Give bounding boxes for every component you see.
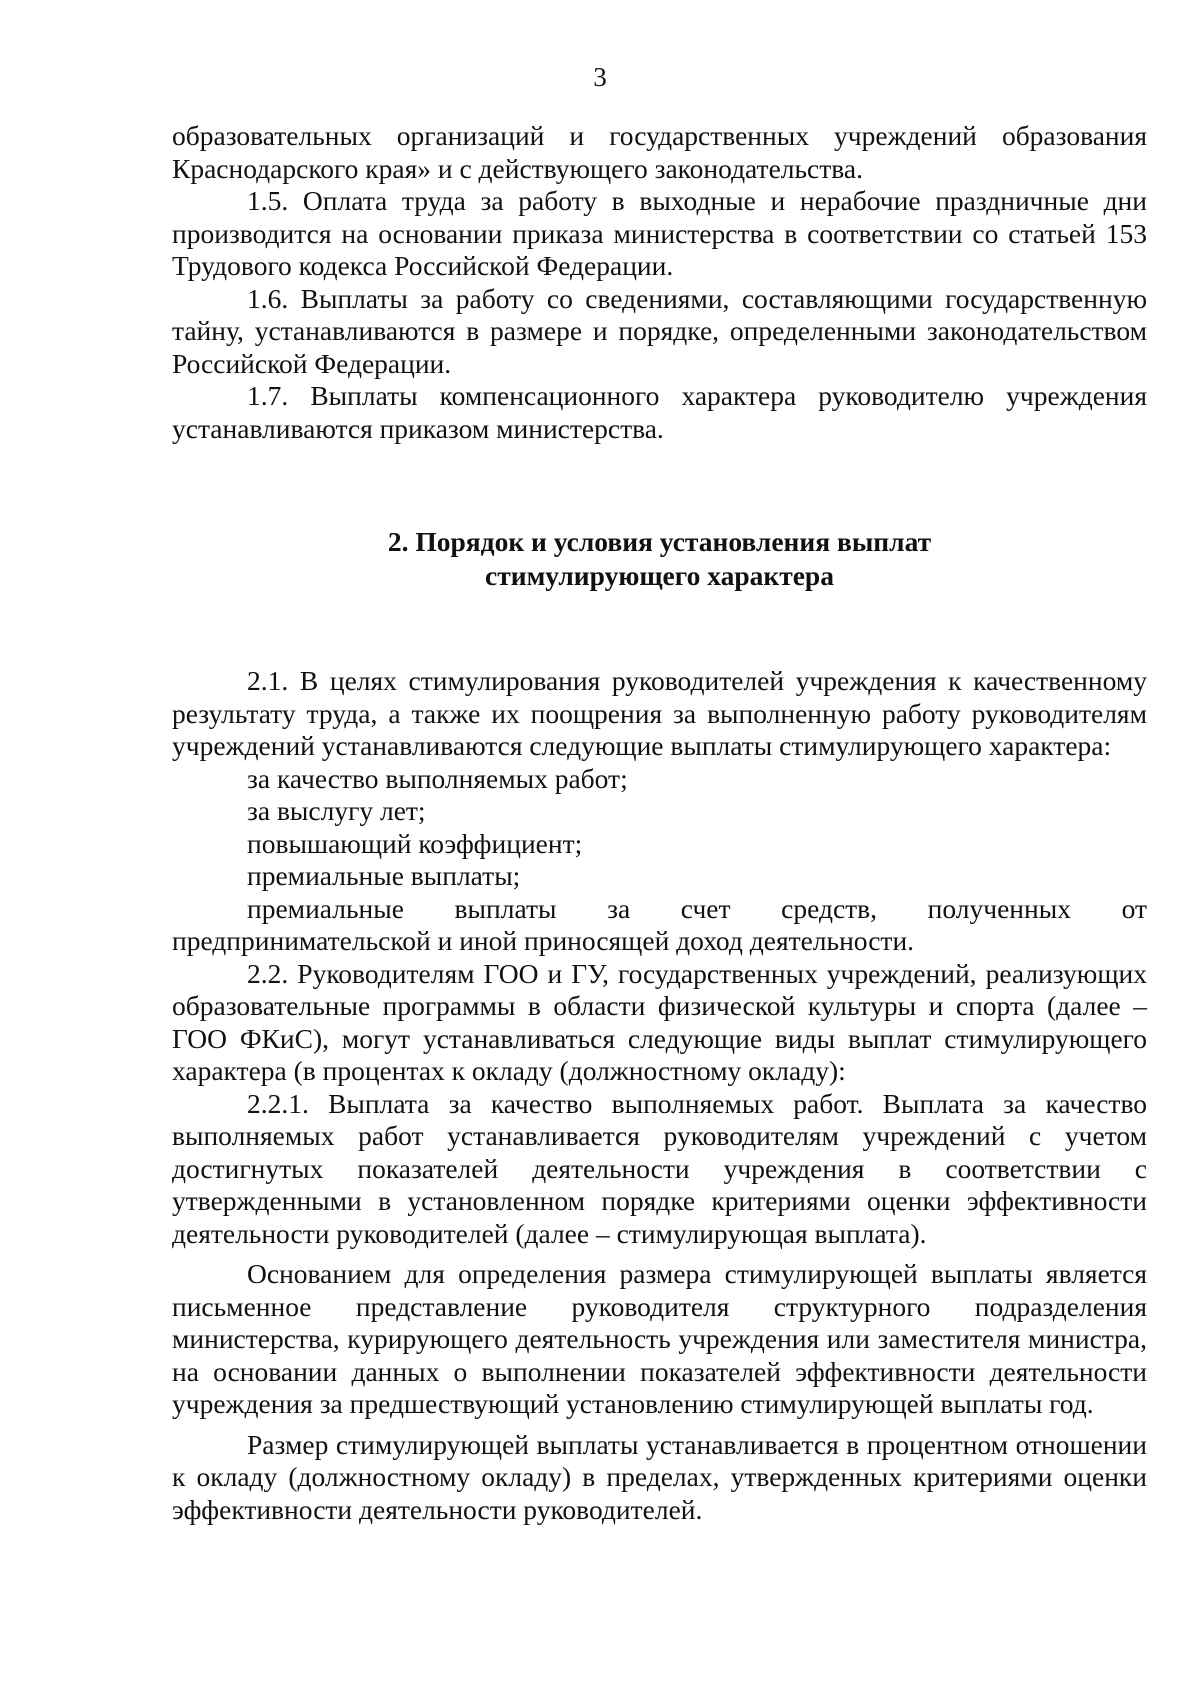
list-item: за выслугу лет; bbox=[247, 795, 426, 826]
document-body bbox=[172, 120, 1147, 1526]
section-2-heading-line-1: 2. Порядок и условия установления выплат bbox=[387, 526, 932, 557]
paragraph-2-2: 2.2. Руководителям ГОО и ГУ, государственных учреждений, реализующих образовательные программы в области физической культуры и спорта (далее – ГОО ФКиС), могут устанавливаться следующие виды выплат стимулирующего характера (в процентах к окладу (должностному окладу): bbox=[172, 957, 1147, 1086]
list-item: премиальные выплаты за счет средств, полученных от предпринимательской и иной приносящей доход деятельности. bbox=[172, 892, 1147, 956]
paragraph-2-1: 2.1. В целях стимулирования руководителей учреждения к качественному результату труда, а также их поощрения за выполненную работу руководителям учреждений устанавливаются следующие выплаты стимулирующего характера: bbox=[172, 665, 1147, 761]
list-item: премиальные выплаты; bbox=[247, 860, 521, 891]
paragraph-size: Размер стимулирующей выплаты устанавливается в процентном отношении к окладу (должностному окладу) в пределах, утвержденных критериями оценки эффективности деятельности руководителей. bbox=[172, 1428, 1147, 1525]
section-2-heading bbox=[172, 525, 1147, 593]
paragraph-2-2-1: 2.2.1. Выплата за качество выполняемых работ. Выплата за качество выполняемых работ устанавливается руководителям учреждений с учетом достигнутых показателей деятельности учреждения в соответствии с утвержденными в установленном порядке критериями оценки эффективности деятельности руководителей (далее – стимулирующая выплата). bbox=[172, 1087, 1147, 1249]
section-2-heading-line-2: стимулирующего характера bbox=[485, 560, 834, 591]
spacer bbox=[172, 1421, 1147, 1429]
paragraph-basis: Основанием для определения размера стимулирующей выплаты является письменное представление руководителя структурного подразделения министерства, курирующего деятельность учреждения или заместителя министра, на основании данных о выполнении показателей эффективности деятельности учреждения за предшествующий установлению стимулирующей выплаты год. bbox=[172, 1258, 1147, 1419]
paragraph-1-6: 1.6. Выплаты за работу со сведениями, составляющими государственную тайну, устанавливаются в размере и порядке, определенными законодательством Российской Федерации. bbox=[172, 282, 1147, 379]
list-item: за качество выполняемых работ; bbox=[247, 762, 628, 794]
paragraph-continuation: образовательных организаций и государственных учреждений образования Краснодарского края» и с действующего законодательства. bbox=[172, 120, 1147, 184]
paragraph-1-5: 1.5. Оплата труда за работу в выходные и нерабочие праздничные дни производится на основании приказа министерства в соответствии со статьей 153 Трудового кодекса Российской Федерации. bbox=[172, 185, 1147, 281]
list-item: повышающий коэффициент; bbox=[247, 827, 583, 859]
paragraph-1-7: 1.7. Выплаты компенсационного характера руководителю учреждения устанавливаются приказом министерства. bbox=[172, 380, 1147, 444]
spacer bbox=[172, 1250, 1147, 1258]
page-number: 3 bbox=[593, 62, 607, 92]
spacer bbox=[172, 593, 1147, 665]
